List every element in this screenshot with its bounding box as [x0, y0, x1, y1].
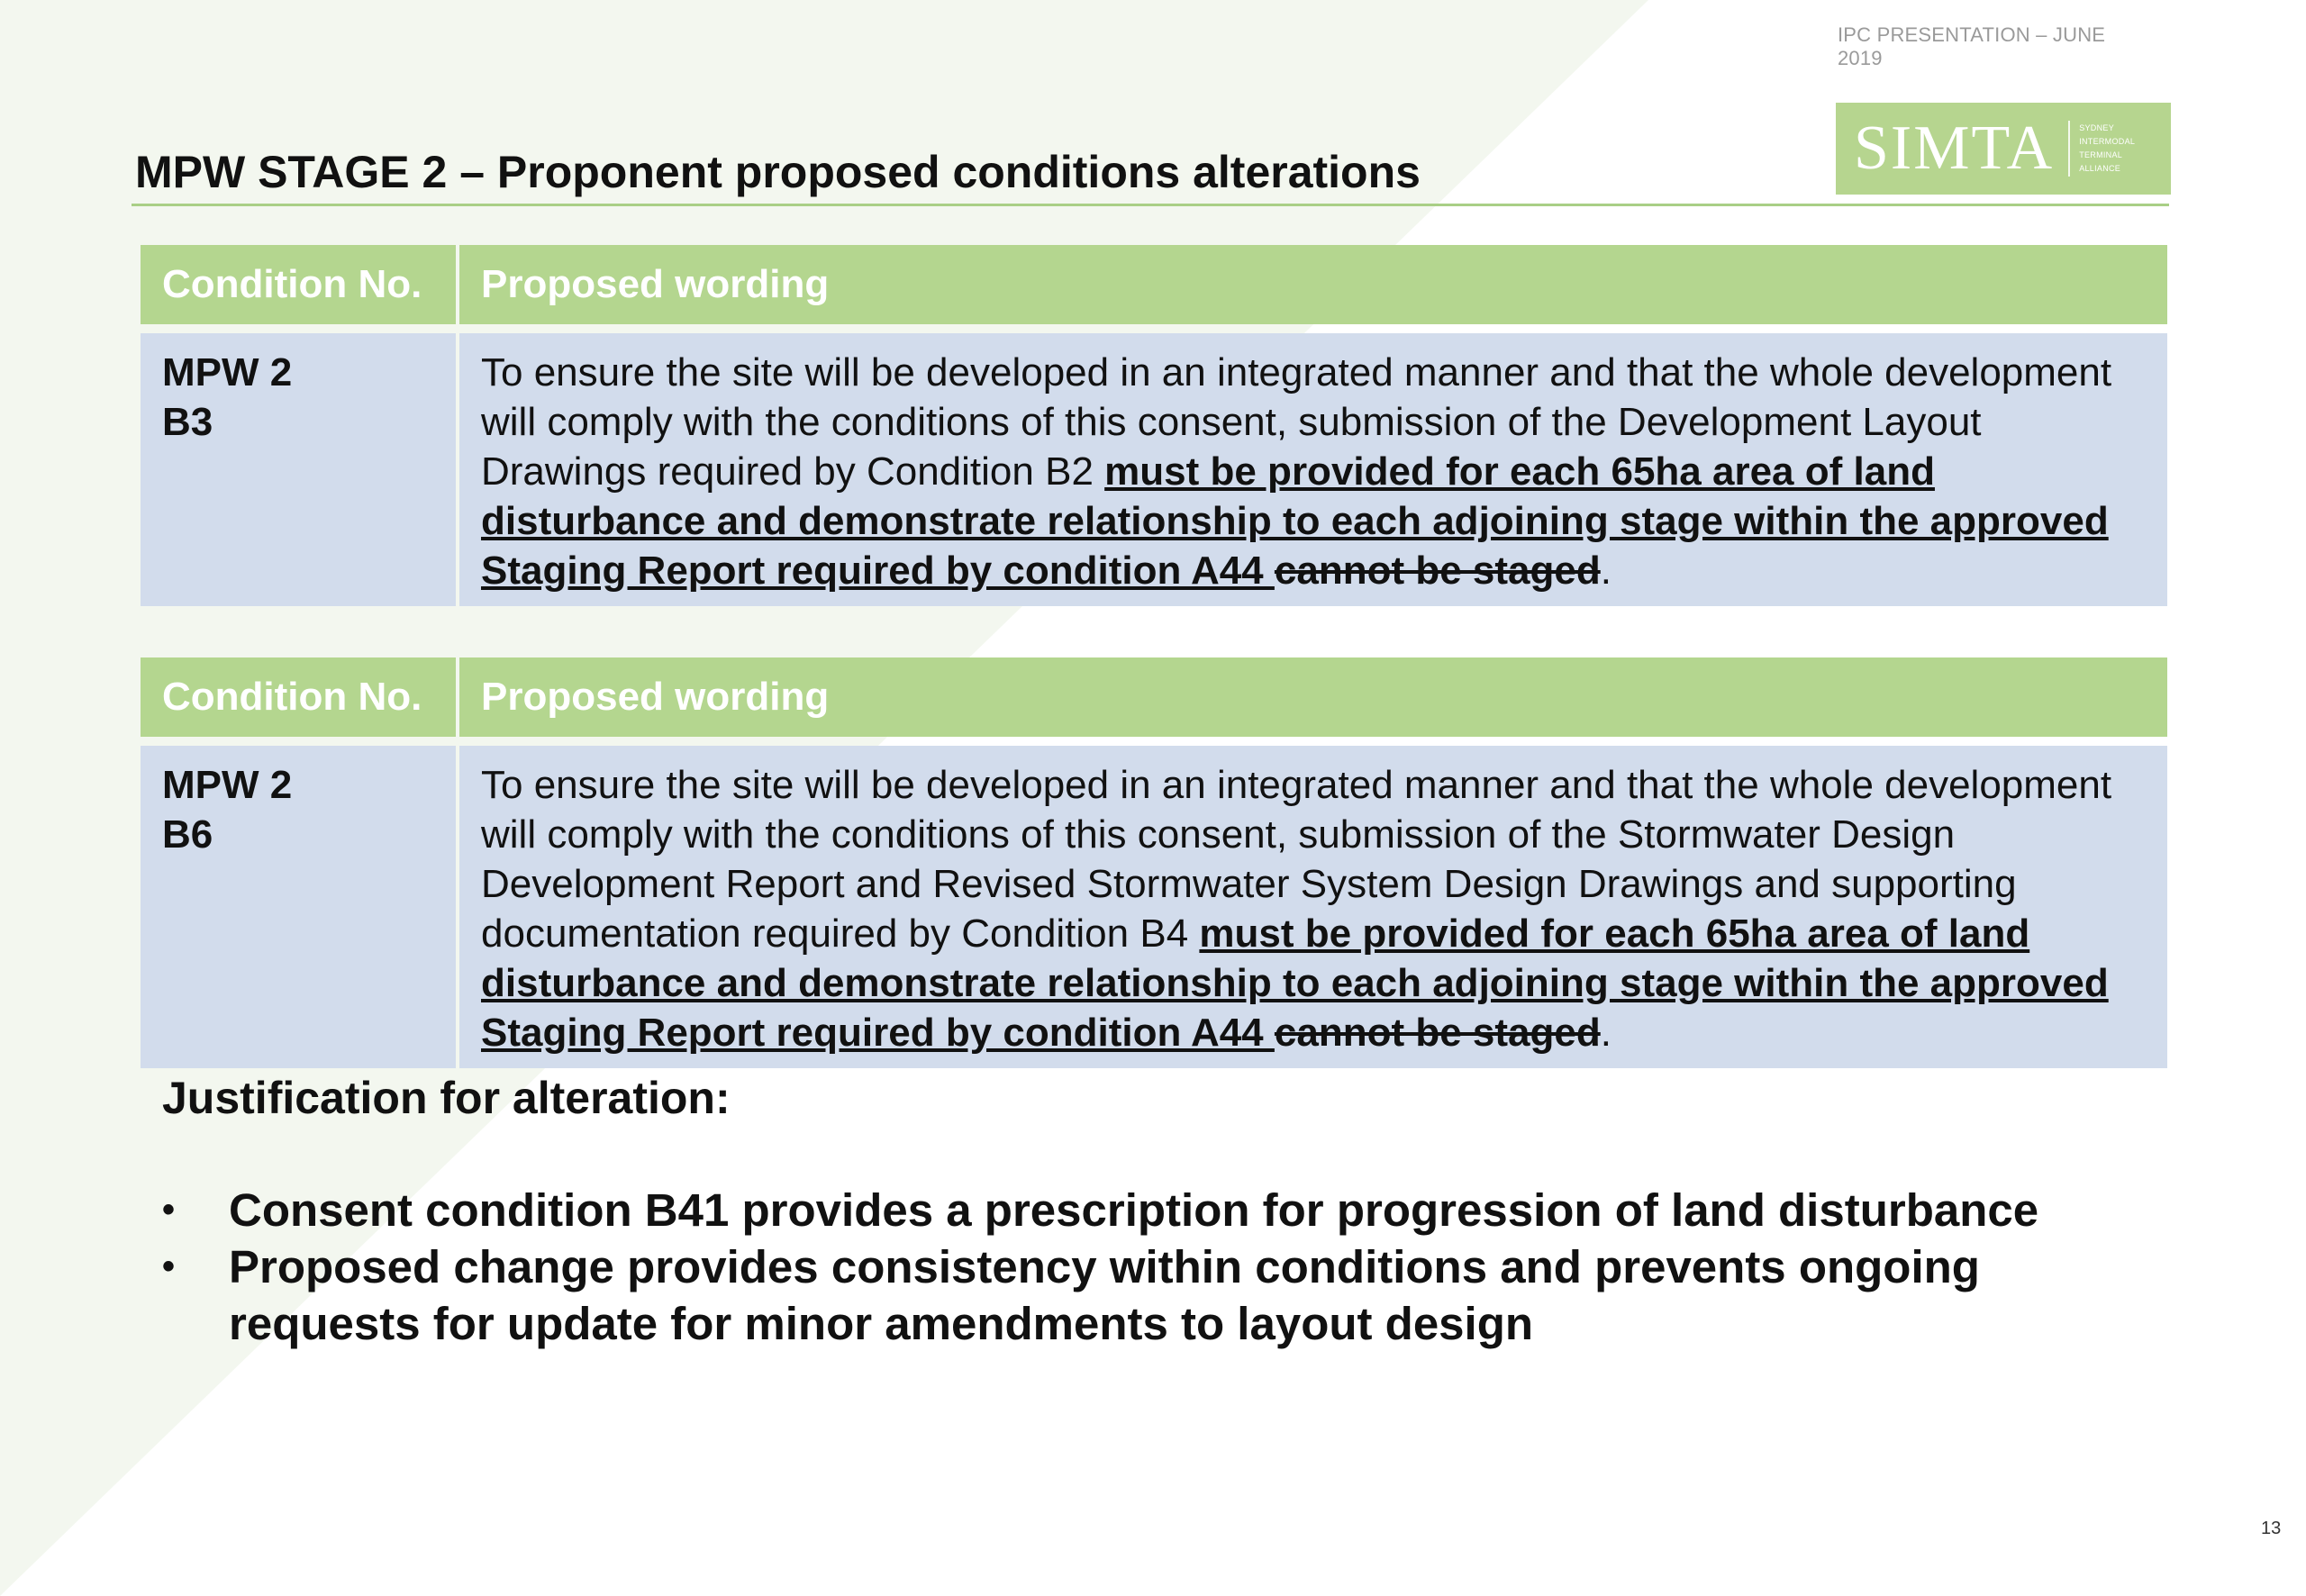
- list-item: • Proposed change provides consistency within conditions and prevents ongoing requests for update for minor amendments to layout design: [162, 1238, 2144, 1352]
- page-number: 13: [2261, 1519, 2282, 1538]
- proposed-wording-cell: [459, 746, 2167, 1068]
- wording-plain: To ensure the site will be developed in an integrated manner and that the whole development will comply with the conditions of this consent, submission of the Stormwater Design Development Report and Revised Stormwater System Design Drawings and supporting documentation required by Condition B4: [481, 763, 2112, 956]
- column-header-proposed-wording: Proposed wording: [459, 245, 2167, 324]
- bullet-icon: •: [162, 1247, 176, 1286]
- bullet-icon: •: [162, 1190, 176, 1229]
- table-header-row: [141, 245, 2167, 324]
- table-row: [141, 746, 2167, 1068]
- title-underline: [132, 204, 2169, 206]
- column-header-proposed-wording: Proposed wording: [459, 657, 2167, 737]
- wording-inserted: must be provided for each 65ha area of land disturbance and demonstrate relationship to each adjoining stage within the approved Staging Report required by condition A44: [481, 449, 2109, 593]
- wording-deleted: cannot be staged: [1274, 1011, 1601, 1055]
- wording-end: .: [1600, 549, 1611, 593]
- logo-subtitle: SYDNEY INTERMODAL TERMINAL ALLIANCE: [2079, 123, 2136, 173]
- wording-inserted: must be provided for each 65ha area of land disturbance and demonstrate relationship to each adjoining stage within the approved Staging Report required by condition A44: [481, 911, 2109, 1055]
- condition-table-b3: [141, 245, 2167, 606]
- wording-plain: To ensure the site will be developed in an integrated manner and that the whole development will comply with the conditions of this consent, submission of the Development Layout Drawings required by Condition B2: [481, 350, 2112, 494]
- presentation-tag: IPC PRESENTATION – JUNE 2019: [1838, 23, 2106, 69]
- justification-heading: Justification for alteration:: [162, 1073, 731, 1123]
- condition-number-cell: MPW 2 B3: [141, 333, 456, 606]
- condition-table-b6: [141, 657, 2167, 1068]
- logo-wordmark: SIMTA: [1854, 113, 2055, 183]
- simta-logo: [1836, 103, 2171, 195]
- proposed-wording-cell: [459, 333, 2167, 606]
- list-item: • Consent condition B41 provides a prescription for progression of land disturbance: [162, 1182, 2144, 1238]
- condition-number-cell: MPW 2 B6: [141, 746, 456, 1068]
- column-header-condition-no: Condition No.: [141, 245, 456, 324]
- page-title: MPW STAGE 2 – Proponent proposed conditions alterations: [135, 147, 1421, 197]
- table-row: [141, 333, 2167, 606]
- justification-list: [162, 1182, 2144, 1352]
- wording-end: .: [1600, 1011, 1611, 1055]
- logo-divider: [2068, 121, 2070, 177]
- wording-deleted: cannot be staged: [1274, 549, 1601, 593]
- table-header-row: [141, 657, 2167, 737]
- column-header-condition-no: Condition No.: [141, 657, 456, 737]
